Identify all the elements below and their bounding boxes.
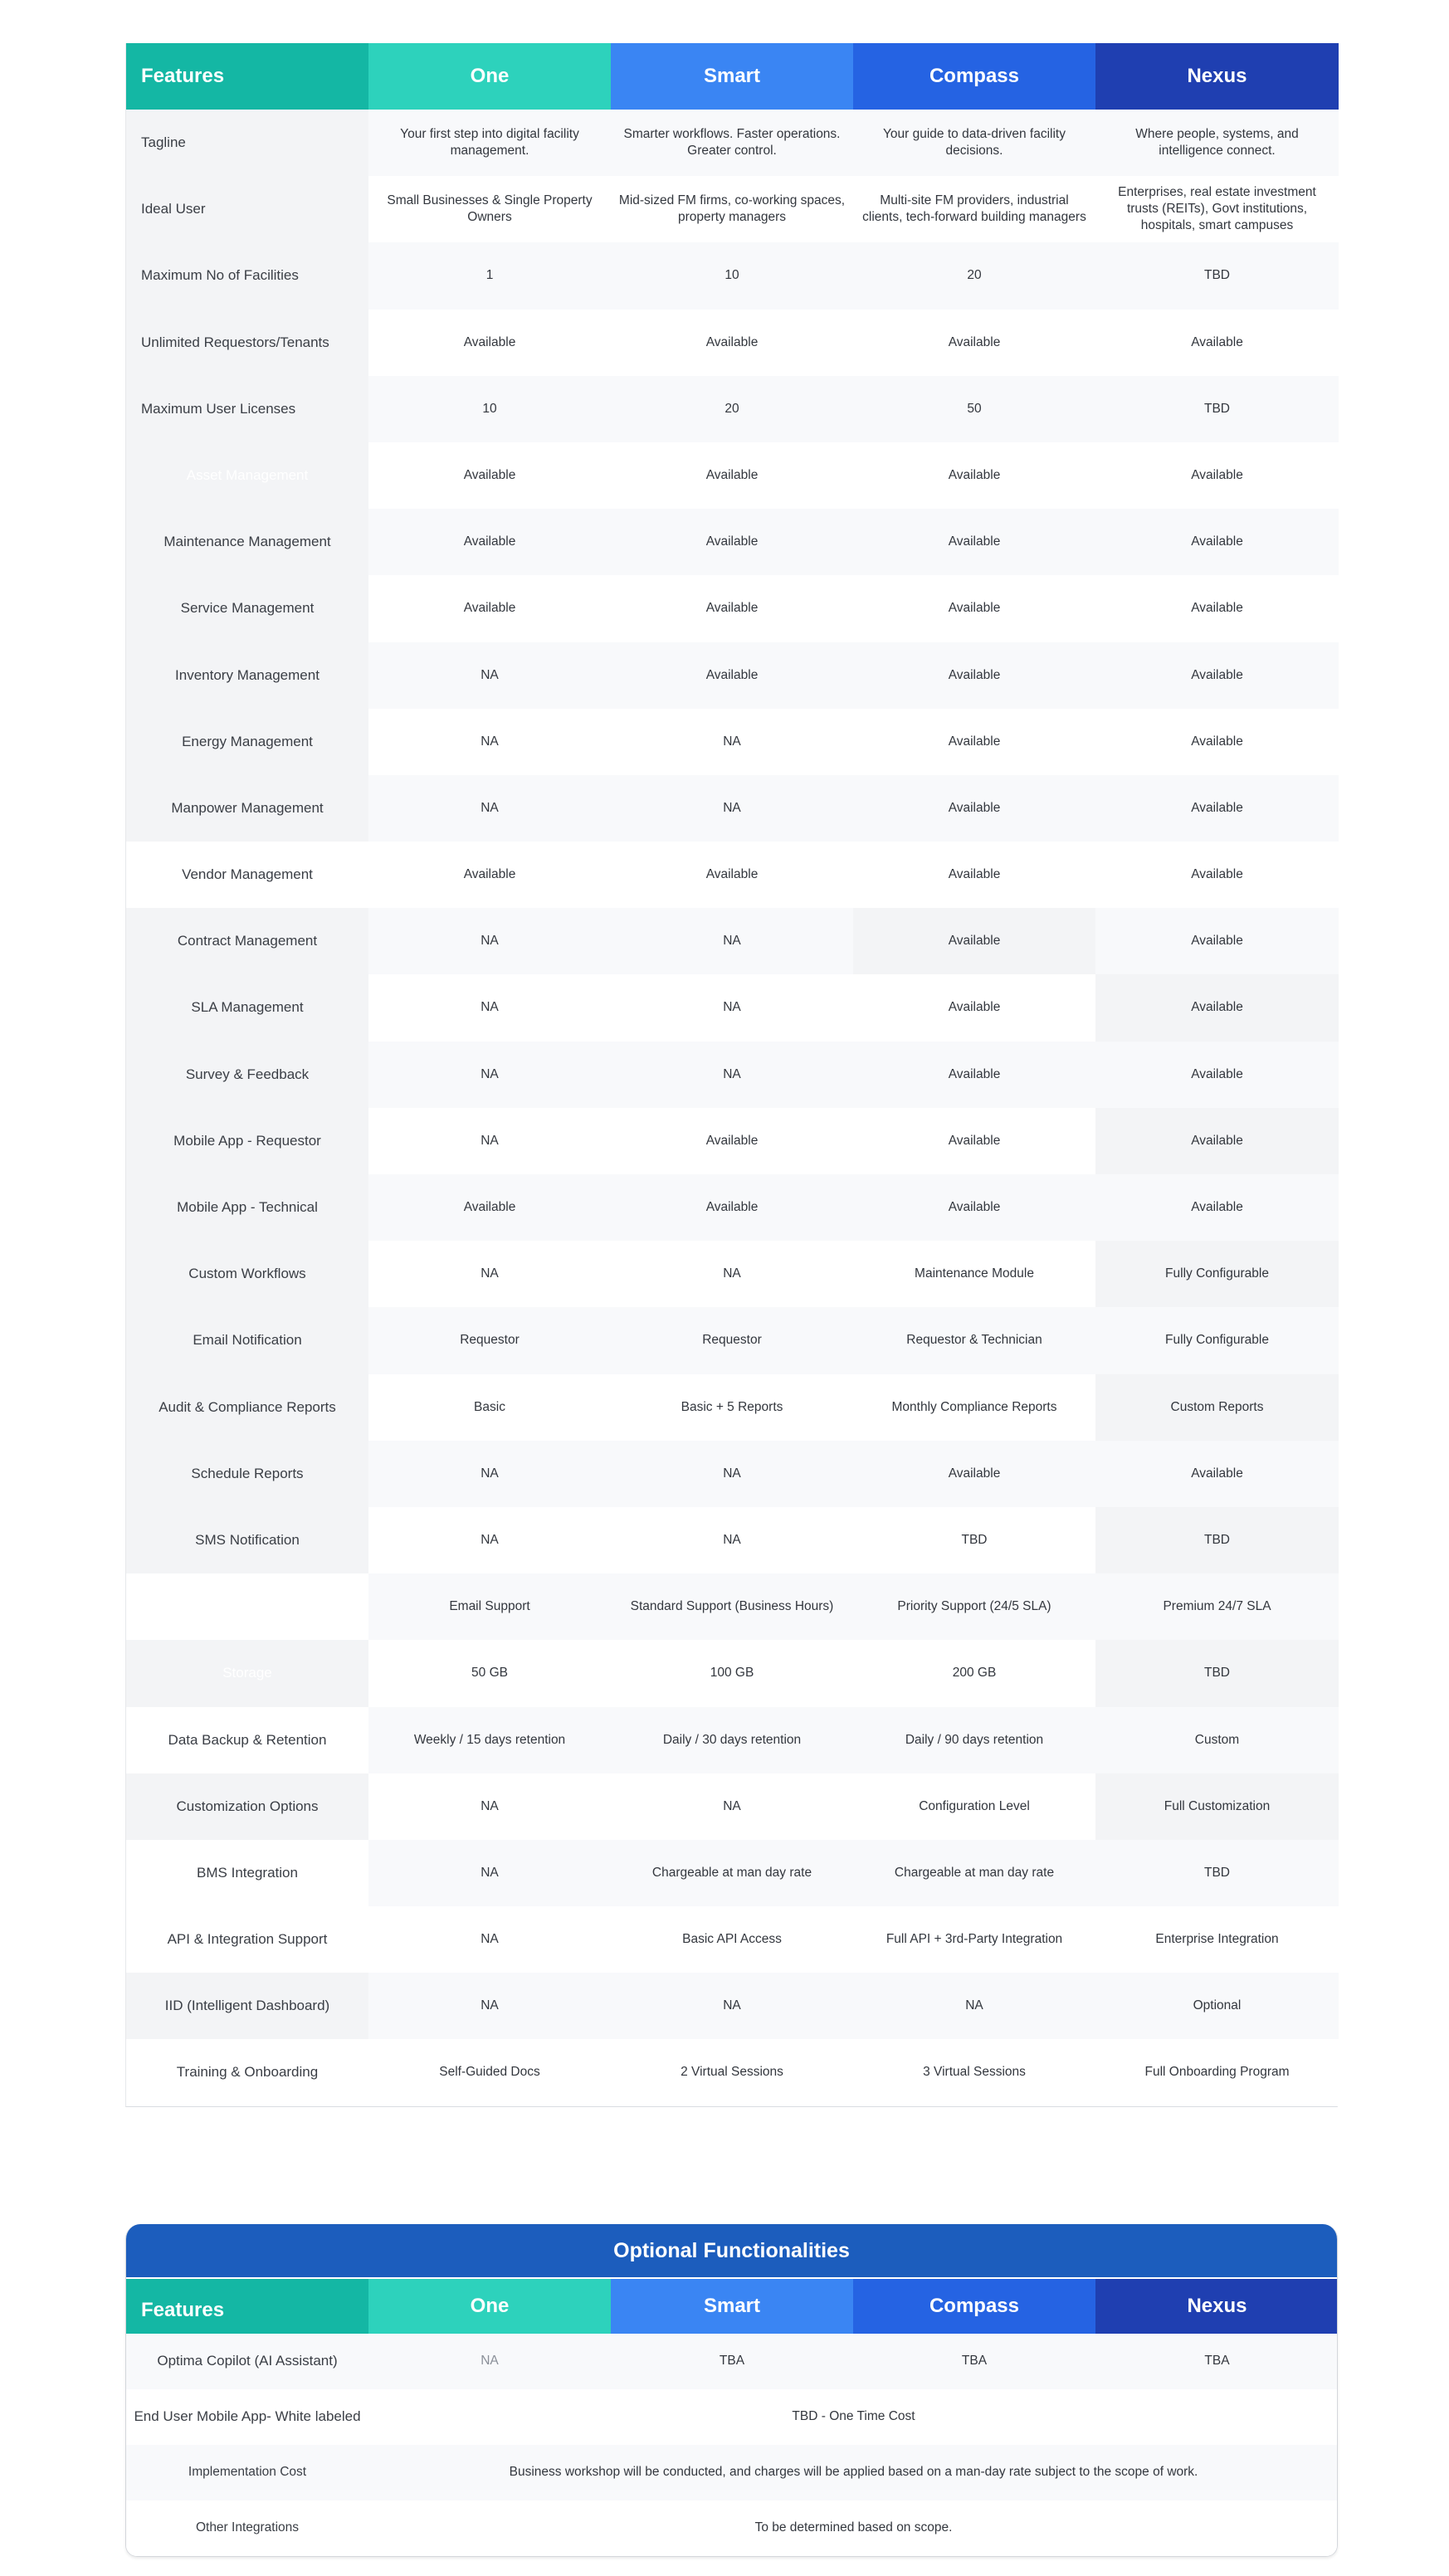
table-row (126, 310, 1337, 376)
row-label: Customization Options (126, 1773, 368, 1840)
cell-nexus: Available (1095, 1042, 1339, 1108)
cell-nexus: TBD (1095, 376, 1339, 442)
table-row (126, 1174, 1337, 1241)
cell-one: Available (368, 310, 611, 376)
cell-smart: Mid-sized FM firms, co-working spaces, property managers (611, 176, 853, 242)
row-label: API & Integration Support (126, 1906, 368, 1973)
cell-compass: Available (853, 908, 1095, 974)
cell-smart: Daily / 30 days retention (611, 1707, 853, 1773)
optional-functionalities-table (125, 2224, 1338, 2557)
header-plan-smart: Smart (611, 43, 853, 110)
row-label: Service Management (126, 575, 368, 642)
cell-compass: Available (853, 642, 1095, 709)
cell-smart: Chargeable at man day rate (611, 1840, 853, 1906)
row-label: IID (Intelligent Dashboard) (126, 1973, 368, 2039)
row-label: Email Notification (126, 1307, 368, 1373)
cell-nexus: Available (1095, 1108, 1339, 1174)
cell-compass: 200 GB (853, 1640, 1095, 1706)
cell-smart: 20 (611, 376, 853, 442)
cell-smart: Available (611, 1174, 853, 1241)
table-row (126, 1840, 1337, 1906)
cell-nexus: TBD (1095, 1507, 1339, 1573)
cell-compass: Available (853, 575, 1095, 642)
cell-smart: Available (611, 442, 853, 509)
cell-one: NA (368, 908, 611, 974)
cell-one: NA (368, 1840, 611, 1906)
cell-one: NA (368, 1108, 611, 1174)
cell-one: NA (368, 642, 611, 709)
cell-one: Available (368, 575, 611, 642)
plans-comparison-table (125, 43, 1338, 2107)
table-header-row (126, 43, 1337, 110)
header-plan-one: One (368, 43, 611, 110)
cell-nexus: TBA (1095, 2334, 1338, 2389)
row-label: Data Backup & Retention (126, 1707, 368, 1773)
row-label: Contract Management (126, 908, 368, 974)
table-row (126, 974, 1337, 1041)
cell-one: Basic (368, 1374, 611, 1441)
cell-smart: Requestor (611, 1307, 853, 1373)
cell-one: NA (368, 775, 611, 842)
table-row (126, 1707, 1337, 1773)
table-row (126, 1441, 1337, 1507)
cell-smart: NA (611, 1507, 853, 1573)
cell-nexus: TBD (1095, 1840, 1339, 1906)
cell-smart: NA (611, 908, 853, 974)
table-row (126, 442, 1337, 509)
optional-header-plan-compass: Compass (853, 2279, 1095, 2334)
table-row (126, 575, 1337, 642)
cell-one: Email Support (368, 1573, 611, 1640)
optional-row-other-integrations (126, 2500, 1337, 2556)
row-label: SMS Notification (126, 1507, 368, 1573)
cell-smart: Available (611, 1108, 853, 1174)
cell-compass: Your guide to data-driven facility decisions. (853, 110, 1095, 176)
cell-one: NA (368, 974, 611, 1041)
cell-nexus: Available (1095, 642, 1339, 709)
cell-compass: Available (853, 1042, 1095, 1108)
cell-one: NA (368, 1441, 611, 1507)
table-row (126, 509, 1337, 575)
cell-compass: Available (853, 509, 1095, 575)
cell-compass: Available (853, 1174, 1095, 1241)
cell-nexus: Enterprise Integration (1095, 1906, 1339, 1973)
cell-smart: NA (611, 1773, 853, 1840)
cell-nexus: Custom (1095, 1707, 1339, 1773)
cell-compass: Available (853, 709, 1095, 775)
cell-one: NA (368, 1906, 611, 1973)
optional-header-features: Features (126, 2279, 368, 2334)
row-label: Storage (126, 1640, 368, 1706)
cell-nexus: Full Onboarding Program (1095, 2039, 1339, 2105)
cell-compass: Available (853, 974, 1095, 1041)
optional-header-plan-one: One (368, 2279, 611, 2334)
table-row (126, 1374, 1337, 1441)
cell-nexus: Available (1095, 442, 1339, 509)
cell-nexus: Full Customization (1095, 1773, 1339, 1840)
cell-nexus: Premium 24/7 SLA (1095, 1573, 1339, 1640)
cell-smart: Available (611, 575, 853, 642)
table-row (126, 1773, 1337, 1840)
row-label: Audit & Compliance Reports (126, 1374, 368, 1441)
cell-smart: NA (611, 1241, 853, 1307)
cell-one: NA (368, 1241, 611, 1307)
cell-one: NA (368, 1042, 611, 1108)
cell-smart: Smarter workflows. Faster operations. Greater control. (611, 110, 853, 176)
cell-nexus: Custom Reports (1095, 1374, 1339, 1441)
table-row (126, 2039, 1337, 2105)
cell-compass: 20 (853, 242, 1095, 309)
cell-smart: 10 (611, 242, 853, 309)
header-plan-nexus: Nexus (1095, 43, 1339, 110)
cell-nexus: Available (1095, 1441, 1339, 1507)
row-label: Mobile App - Technical (126, 1174, 368, 1241)
cell-one: Your first step into digital facility management. (368, 110, 611, 176)
table-row (126, 1573, 1337, 1640)
cell-compass: 50 (853, 376, 1095, 442)
cell-smart: Available (611, 642, 853, 709)
cell-one: 10 (368, 376, 611, 442)
cell-nexus: Fully Configurable (1095, 1241, 1339, 1307)
row-label: Implementation Cost (126, 2445, 368, 2500)
cell-smart: NA (611, 1441, 853, 1507)
cell-compass: Available (853, 1441, 1095, 1507)
cell-nexus: Available (1095, 1174, 1339, 1241)
cell-one: NA (368, 1507, 611, 1573)
cell-compass: NA (853, 1973, 1095, 2039)
table-row (126, 1307, 1337, 1373)
cell-smart: 100 GB (611, 1640, 853, 1706)
row-label: Inventory Management (126, 642, 368, 709)
cell-smart: Available (611, 310, 853, 376)
table-row (126, 842, 1337, 908)
cell-compass: Available (853, 310, 1095, 376)
cell-smart: TBA (611, 2334, 853, 2389)
cell-nexus: TBD (1095, 1640, 1339, 1706)
cell-compass: TBD (853, 1507, 1095, 1573)
row-label: Optima Copilot (AI Assistant) (126, 2334, 368, 2389)
cell-one: NA (368, 1773, 611, 1840)
table-row (126, 908, 1337, 974)
cell-nexus: Available (1095, 310, 1339, 376)
optional-row-mobile-app (126, 2389, 1337, 2445)
table-row (126, 709, 1337, 775)
table-row (126, 1906, 1337, 1973)
cell-compass: Requestor & Technician (853, 1307, 1095, 1373)
row-label: Mobile App - Requestor (126, 1108, 368, 1174)
cell-one: NA (368, 709, 611, 775)
cell-smart: Standard Support (Business Hours) (611, 1573, 853, 1640)
cell-smart: 2 Virtual Sessions (611, 2039, 853, 2105)
cell-nexus: Available (1095, 908, 1339, 974)
cell-smart: NA (611, 1973, 853, 2039)
row-label: Custom Workflows (126, 1241, 368, 1307)
row-label: Other Integrations (126, 2500, 368, 2556)
row-label: SLA Management (126, 974, 368, 1041)
table-row (126, 110, 1337, 176)
optional-header-plan-smart: Smart (611, 2279, 853, 2334)
cell-nexus: Available (1095, 709, 1339, 775)
table-row (126, 1108, 1337, 1174)
table-row (126, 1241, 1337, 1307)
cell-compass: Monthly Compliance Reports (853, 1374, 1095, 1441)
row-label: Vendor Management (126, 842, 368, 908)
row-label: End User Mobile App- White labeled (126, 2389, 368, 2445)
row-label: Asset Management (126, 442, 368, 509)
cell-all-plans: TBD - One Time Cost (368, 2389, 1338, 2445)
cell-smart: NA (611, 709, 853, 775)
cell-smart: Basic API Access (611, 1906, 853, 1973)
cell-nexus: Fully Configurable (1095, 1307, 1339, 1373)
row-label: Manpower Management (126, 775, 368, 842)
cell-one: Available (368, 1174, 611, 1241)
table-body (126, 110, 1337, 2106)
optional-row-implementation (126, 2445, 1337, 2500)
row-label: Tagline (126, 110, 368, 176)
cell-compass: Available (853, 442, 1095, 509)
cell-compass: Available (853, 775, 1095, 842)
cell-one: Available (368, 442, 611, 509)
cell-all-plans: Business workshop will be conducted, and charges will be applied based on a man-day rate subject to the scope of work. (368, 2445, 1338, 2500)
cell-one: 1 (368, 242, 611, 309)
cell-compass: Multi-site FM providers, industrial clients, tech-forward building managers (853, 176, 1095, 242)
row-label: Unlimited Requestors/Tenants (126, 310, 368, 376)
row-label (126, 1573, 368, 1640)
table-row (126, 1973, 1337, 2039)
optional-row-copilot (126, 2334, 1337, 2389)
cell-one: Requestor (368, 1307, 611, 1373)
cell-smart: Basic + 5 Reports (611, 1374, 853, 1441)
cell-all-plans: To be determined based on scope. (368, 2500, 1338, 2556)
cell-nexus: Available (1095, 775, 1339, 842)
cell-compass: Configuration Level (853, 1773, 1095, 1840)
optional-header-plan-nexus: Nexus (1095, 2279, 1338, 2334)
optional-functionalities-title: Optional Functionalities (126, 2224, 1337, 2279)
cell-nexus: Available (1095, 842, 1339, 908)
cell-compass: Priority Support (24/5 SLA) (853, 1573, 1095, 1640)
row-label: Energy Management (126, 709, 368, 775)
cell-one: Available (368, 509, 611, 575)
cell-one: Self-Guided Docs (368, 2039, 611, 2105)
table-row (126, 1507, 1337, 1573)
cell-compass: Full API + 3rd-Party Integration (853, 1906, 1095, 1973)
table-row (126, 176, 1337, 242)
header-plan-compass: Compass (853, 43, 1095, 110)
cell-one: 50 GB (368, 1640, 611, 1706)
table-row (126, 775, 1337, 842)
cell-smart: NA (611, 974, 853, 1041)
cell-one: Small Businesses & Single Property Owners (368, 176, 611, 242)
cell-nexus: Available (1095, 575, 1339, 642)
cell-one: NA (368, 2334, 611, 2389)
cell-nexus: Available (1095, 974, 1339, 1041)
cell-compass: Daily / 90 days retention (853, 1707, 1095, 1773)
table-row (126, 1640, 1337, 1706)
row-label: Survey & Feedback (126, 1042, 368, 1108)
cell-compass: Available (853, 842, 1095, 908)
row-label: BMS Integration (126, 1840, 368, 1906)
cell-one: Available (368, 842, 611, 908)
cell-nexus: Optional (1095, 1973, 1339, 2039)
cell-compass: Chargeable at man day rate (853, 1840, 1095, 1906)
cell-compass: 3 Virtual Sessions (853, 2039, 1095, 2105)
cell-smart: NA (611, 775, 853, 842)
table-row (126, 376, 1337, 442)
cell-smart: Available (611, 509, 853, 575)
row-label: Training & Onboarding (126, 2039, 368, 2105)
header-features: Features (126, 43, 368, 110)
row-label: Maintenance Management (126, 509, 368, 575)
cell-compass: Maintenance Module (853, 1241, 1095, 1307)
cell-compass: TBA (853, 2334, 1095, 2389)
cell-nexus: Enterprises, real estate investment trusts (REITs), Govt institutions, hospitals, smart campuses (1095, 176, 1339, 242)
row-label: Schedule Reports (126, 1441, 368, 1507)
table-row (126, 242, 1337, 309)
table-row (126, 642, 1337, 709)
cell-one: NA (368, 1973, 611, 2039)
row-label: Maximum User Licenses (126, 376, 368, 442)
cell-nexus: TBD (1095, 242, 1339, 309)
table-row (126, 1042, 1337, 1108)
cell-one: Weekly / 15 days retention (368, 1707, 611, 1773)
cell-compass: Available (853, 1108, 1095, 1174)
cell-nexus: Available (1095, 509, 1339, 575)
row-label: Maximum No of Facilities (126, 242, 368, 309)
cell-smart: Available (611, 842, 853, 908)
cell-smart: NA (611, 1042, 853, 1108)
cell-nexus: Where people, systems, and intelligence connect. (1095, 110, 1339, 176)
optional-header-row (126, 2279, 1337, 2334)
row-label: Ideal User (126, 176, 368, 242)
